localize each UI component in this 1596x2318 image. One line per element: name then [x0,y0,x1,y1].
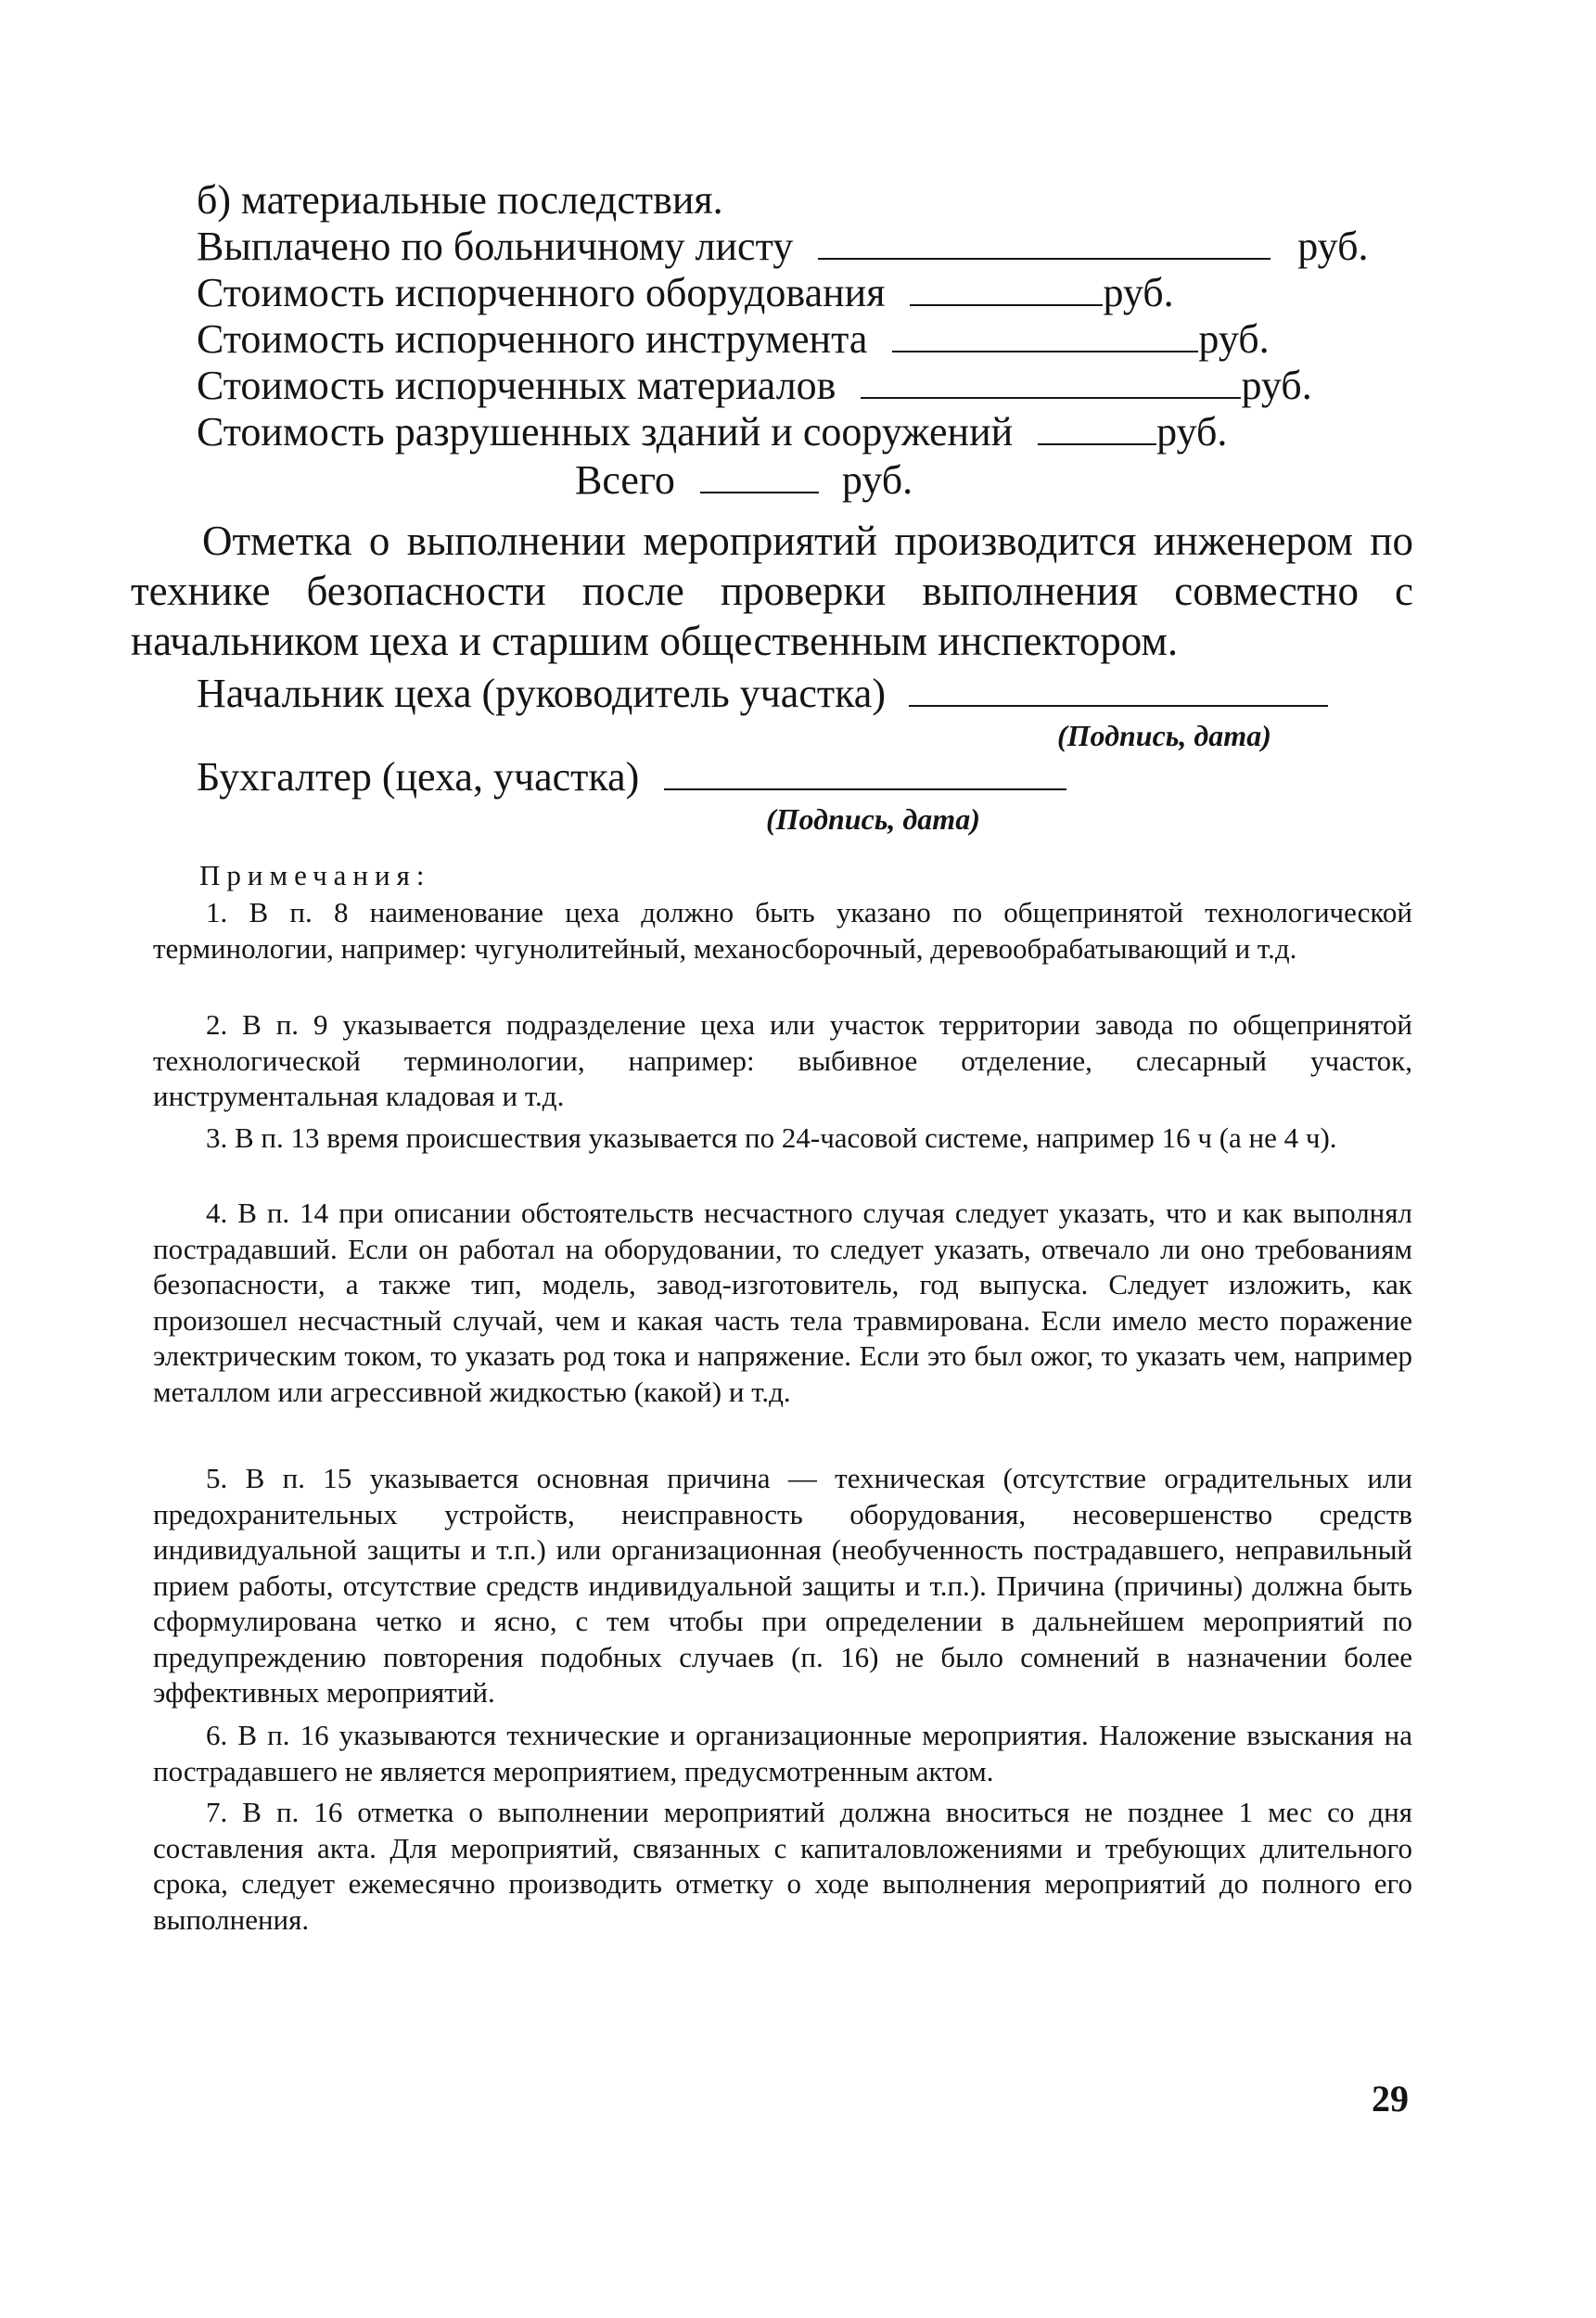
tools-currency: руб. [1198,316,1270,362]
materials-label: Стоимость испорченных материалов [197,363,836,408]
tools-row [197,315,1270,364]
sick-leave-label: Выплачено по больничному листу [197,224,794,269]
equipment-row [197,269,1174,317]
consequences-heading: б) материальные последствия. [197,177,723,223]
buildings-currency: руб. [1156,409,1228,455]
note-item: 3. В п. 13 время происшествия указывается по 24-часовой системе, например 16 ч (а не 4 ч). [206,1121,1337,1154]
note-item: 5. В п. 15 указывается основная причина — техническая (отсутствие оградительных или предохранительных устройств, неисправность оборудования, несовершенство средств индивидуальной защиты и т.п.) или организационная (необученность пострадавшего, неправильный прием работы, отсутствие средств индивидуальной защиты и т.п.). Причина (причины) должна быть сформулирована четко и ясно, с тем чтобы при определении в дальнейшем мероприятий по предупреждению повторения подобных случаев (п. 16) не было сомнений в назначении более эффективных мероприятий. [153,1462,1412,1709]
buildings-blank [1038,410,1156,445]
total-label: Всего [575,457,675,503]
accountant-signature-row [197,753,1066,801]
note-item: 4. В п. 14 при описании обстоятельств несчастного случая следует указать, что и как выполнял пострадавший. Если он работал на оборудовании, то следует указать, отвечало ли оно требованиям безопасности, а также тип, модель, завод-изготовитель, год выпуска. Следует изложить, как произошел несчастный случай, чем и какая часть тела травмирована. Если имело место поражение электрическим током, то указать род тока и напряжение. Если это был ожог, то указать чем, например металлом или агрессивной жидкостью (какой) и т.д. [153,1197,1412,1408]
equipment-blank [910,271,1103,306]
head-signature-label: Начальник цеха (руководитель участка) [197,671,886,716]
tools-blank [892,317,1198,352]
materials-currency: руб. [1241,363,1312,408]
total-currency: руб. [841,457,913,503]
accountant-signature-blank [664,755,1066,790]
tools-label: Стоимость испорченного инструмента [197,316,868,362]
accountant-signature-caption: (Подпись, дата) [766,802,980,836]
accountant-signature-label: Бухгалтер (цеха, участка) [197,754,640,800]
buildings-label: Стоимость разрушенных зданий и сооружений [197,409,1014,455]
note-item: 2. В п. 9 указывается подразделение цеха или участок территории завода по общепринятой технологической терминологии, например: выбивное отделение, слесарный участок, инструментальная кладовая и т.д. [153,1008,1412,1112]
note-item: 6. В п. 16 указываются технические и организационные мероприятия. Наложение взыскания на пострадавшего не является мероприятием, предусмотренным актом. [153,1719,1412,1787]
materials-row [197,362,1312,410]
materials-blank [861,364,1241,399]
buildings-row [197,408,1227,456]
completion-paragraph: Отметка о выполнении мероприятий производится инженером по технике безопасности после проверки выполнения совместно с начальником цеха и старшим общественным инспектором. [131,518,1413,664]
page-number: 29 [1372,2078,1409,2119]
head-signature-row [197,670,1328,718]
note-item: 7. В п. 16 отметка о выполнении мероприятий должна вноситься не позднее 1 мес со дня составления акта. Для мероприятий, связанных с капиталовложениями и требующих длительного срока, следует ежемесячно производить отметку о ходе выполнения мероприятий до полного его выполнения. [153,1796,1412,1936]
equipment-currency: руб. [1103,270,1174,315]
head-signature-caption: (Подпись, дата) [1057,719,1271,752]
sick-leave-currency: руб. [1297,224,1369,269]
total-blank [700,458,819,493]
sick-leave-blank [818,224,1270,260]
total-row [575,456,913,505]
note-item: 1. В п. 8 наименование цеха должно быть указано по общепринятой технологической терминологии, например: чугунолитейный, механосборочный, деревообрабатывающий и т.д. [153,896,1412,965]
notes-title: Примечания: [199,859,431,891]
head-signature-blank [909,672,1328,707]
sick-leave-row [197,223,1368,271]
equipment-label: Стоимость испорченного оборудования [197,270,886,315]
